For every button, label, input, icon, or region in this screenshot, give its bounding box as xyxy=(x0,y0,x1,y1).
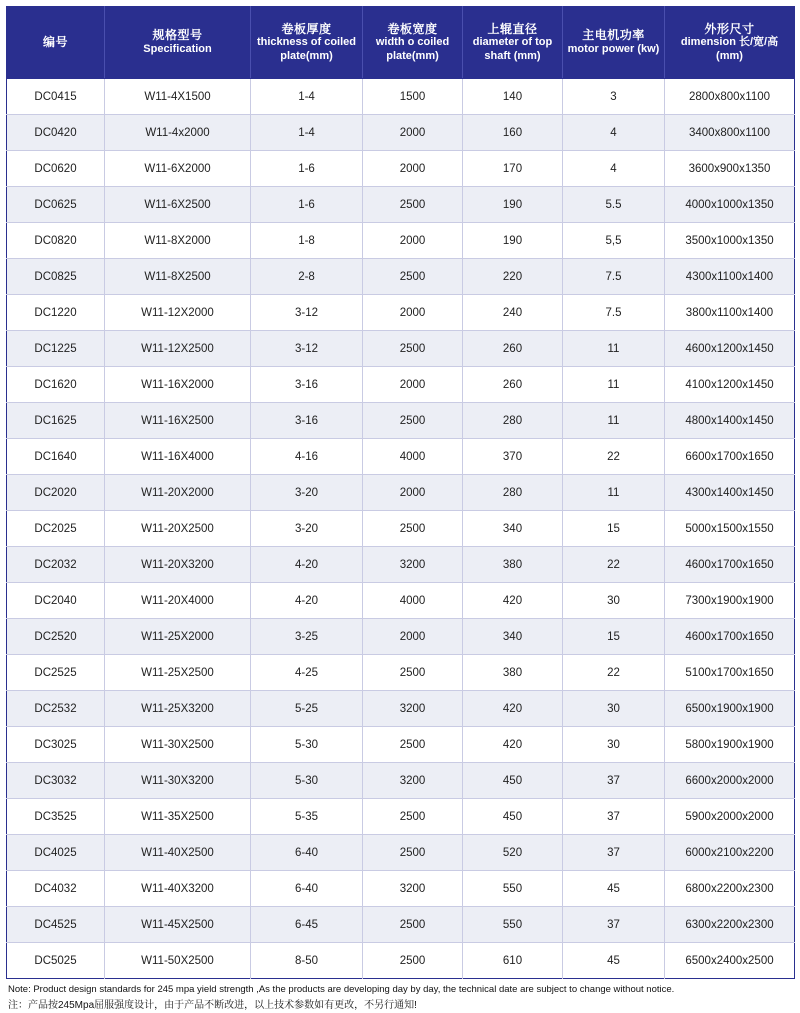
table-cell: 260 xyxy=(463,367,563,403)
table-cell: 5-35 xyxy=(251,799,363,835)
table-cell: W11-12X2500 xyxy=(105,331,251,367)
table-cell: 11 xyxy=(563,331,665,367)
table-cell: 4-20 xyxy=(251,583,363,619)
table-cell: 340 xyxy=(463,511,563,547)
table-cell: 11 xyxy=(563,475,665,511)
table-cell: 340 xyxy=(463,619,563,655)
table-cell: 190 xyxy=(463,223,563,259)
table-cell: 420 xyxy=(463,727,563,763)
table-cell: 8-50 xyxy=(251,943,363,979)
table-cell: W11-8X2500 xyxy=(105,259,251,295)
table-cell: W11-16X4000 xyxy=(105,439,251,475)
table-row xyxy=(7,727,795,763)
table-cell: DC3025 xyxy=(7,727,105,763)
table-cell: 370 xyxy=(463,439,563,475)
table-row xyxy=(7,871,795,907)
table-cell: 45 xyxy=(563,871,665,907)
table-cell: 3-12 xyxy=(251,331,363,367)
table-cell: W11-6X2500 xyxy=(105,187,251,223)
table-cell: W11-50X2500 xyxy=(105,943,251,979)
table-cell: 5900x2000x2000 xyxy=(665,799,795,835)
table-cell: 160 xyxy=(463,115,563,151)
table-cell: 6-45 xyxy=(251,907,363,943)
table-cell: 37 xyxy=(563,763,665,799)
column-header-thickness xyxy=(251,7,363,79)
table-cell: 280 xyxy=(463,403,563,439)
table-cell: 380 xyxy=(463,547,563,583)
table-row xyxy=(7,187,795,223)
table-cell: 4 xyxy=(563,115,665,151)
table-cell: W11-20X2000 xyxy=(105,475,251,511)
table-cell: 190 xyxy=(463,187,563,223)
table-cell: 420 xyxy=(463,691,563,727)
table-cell: 3-20 xyxy=(251,511,363,547)
table-cell: DC1225 xyxy=(7,331,105,367)
table-cell: 550 xyxy=(463,907,563,943)
table-row xyxy=(7,763,795,799)
table-cell: DC2032 xyxy=(7,547,105,583)
table-cell: DC0620 xyxy=(7,151,105,187)
column-header-specification-en: Specification xyxy=(143,43,212,56)
column-header-motor-power xyxy=(563,7,665,79)
table-cell: 22 xyxy=(563,655,665,691)
table-cell: 22 xyxy=(563,439,665,475)
table-row xyxy=(7,943,795,979)
table-row xyxy=(7,655,795,691)
table-cell: 6600x1700x1650 xyxy=(665,439,795,475)
column-header-motor-power-en: motor power (kw) xyxy=(567,43,660,56)
footnote-english: Note: Product design standards for 245 mpa yield strength ,As the products are developing day by day, the technical date are subject to change without notice. xyxy=(8,984,675,995)
column-header-specification-zh: 规格型号 xyxy=(152,28,203,43)
table-cell: 3-16 xyxy=(251,403,363,439)
table-cell: 5000x1500x1550 xyxy=(665,511,795,547)
table-cell: 1500 xyxy=(363,79,463,115)
table-cell: 2000 xyxy=(363,115,463,151)
table-row xyxy=(7,583,795,619)
table-cell: 4800x1400x1450 xyxy=(665,403,795,439)
table-row xyxy=(7,223,795,259)
column-header-dimension-zh: 外形尺寸 xyxy=(704,21,755,36)
table-row xyxy=(7,511,795,547)
table-cell: DC2020 xyxy=(7,475,105,511)
table-cell: 3800x1100x1400 xyxy=(665,295,795,331)
table-cell: 3200 xyxy=(363,763,463,799)
table-cell: DC1220 xyxy=(7,295,105,331)
table-cell: 7.5 xyxy=(563,259,665,295)
table-cell: 30 xyxy=(563,691,665,727)
table-cell: 30 xyxy=(563,727,665,763)
table-cell: 4 xyxy=(563,151,665,187)
table-row xyxy=(7,475,795,511)
table-cell: DC4525 xyxy=(7,907,105,943)
column-header-dimension xyxy=(665,7,795,79)
column-header-width xyxy=(363,7,463,79)
table-cell: 37 xyxy=(563,835,665,871)
table-cell: 450 xyxy=(463,799,563,835)
table-cell: 1-8 xyxy=(251,223,363,259)
table-cell: W11-30X3200 xyxy=(105,763,251,799)
table-cell: W11-30X2500 xyxy=(105,727,251,763)
table-cell: 45 xyxy=(563,943,665,979)
table-cell: 6500x1900x1900 xyxy=(665,691,795,727)
table-cell: 22 xyxy=(563,547,665,583)
table-cell: 3-25 xyxy=(251,619,363,655)
table-cell: 3600x900x1350 xyxy=(665,151,795,187)
table-cell: DC3525 xyxy=(7,799,105,835)
table-cell: 2500 xyxy=(363,727,463,763)
table-cell: W11-20X2500 xyxy=(105,511,251,547)
column-header-top-shaft-diameter-en: diameter of top shaft (mm) xyxy=(472,36,553,62)
table-cell: DC0625 xyxy=(7,187,105,223)
table-cell: 4100x1200x1450 xyxy=(665,367,795,403)
table-cell: 380 xyxy=(463,655,563,691)
table-header xyxy=(7,7,795,79)
specification-table xyxy=(6,6,795,979)
column-header-width-en: width o coiled plate(mm) xyxy=(375,36,450,62)
table-cell: 4-20 xyxy=(251,547,363,583)
table-cell: 37 xyxy=(563,907,665,943)
table-cell: 550 xyxy=(463,871,563,907)
footnotes xyxy=(6,984,794,1013)
table-cell: 5-30 xyxy=(251,763,363,799)
table-cell: 6800x2200x2300 xyxy=(665,871,795,907)
table-cell: DC4025 xyxy=(7,835,105,871)
table-cell: 2000 xyxy=(363,223,463,259)
table-cell: W11-45X2500 xyxy=(105,907,251,943)
table-cell: W11-16X2000 xyxy=(105,367,251,403)
table-cell: 2000 xyxy=(363,475,463,511)
table-cell: 3500x1000x1350 xyxy=(665,223,795,259)
column-header-dimension-en: dimension 长/宽/高 (mm) xyxy=(680,36,779,62)
table-cell: 610 xyxy=(463,943,563,979)
table-cell: W11-12X2000 xyxy=(105,295,251,331)
table-cell: 3-20 xyxy=(251,475,363,511)
table-cell: 4300x1400x1450 xyxy=(665,475,795,511)
table-cell: 6000x2100x2200 xyxy=(665,835,795,871)
table-cell: 420 xyxy=(463,583,563,619)
table-cell: 1-6 xyxy=(251,187,363,223)
table-cell: 11 xyxy=(563,403,665,439)
table-row xyxy=(7,151,795,187)
table-cell: 4600x1700x1650 xyxy=(665,619,795,655)
table-cell: 170 xyxy=(463,151,563,187)
table-cell: W11-25X2500 xyxy=(105,655,251,691)
table-cell: 2500 xyxy=(363,331,463,367)
table-cell: 220 xyxy=(463,259,563,295)
table-cell: 5800x1900x1900 xyxy=(665,727,795,763)
table-cell: DC2532 xyxy=(7,691,105,727)
table-cell: 2000 xyxy=(363,295,463,331)
table-cell: 140 xyxy=(463,79,563,115)
table-cell: 11 xyxy=(563,367,665,403)
table-cell: 3200 xyxy=(363,547,463,583)
table-cell: 3200 xyxy=(363,691,463,727)
table-cell: 3-12 xyxy=(251,295,363,331)
table-cell: 30 xyxy=(563,583,665,619)
column-header-model-no xyxy=(7,7,105,79)
table-cell: W11-6X2000 xyxy=(105,151,251,187)
table-cell: 3400x800x1100 xyxy=(665,115,795,151)
footnote-chinese: 注：产品按245Mpa屈服强度设计，由于产品不断改进，以上技术参数如有更改，不另行通知! xyxy=(8,999,417,1011)
table-cell: 4600x1200x1450 xyxy=(665,331,795,367)
table-cell: 520 xyxy=(463,835,563,871)
table-cell: 2000 xyxy=(363,619,463,655)
table-cell: 4000x1000x1350 xyxy=(665,187,795,223)
table-cell: 260 xyxy=(463,331,563,367)
table-row xyxy=(7,547,795,583)
table-row xyxy=(7,79,795,115)
table-row xyxy=(7,835,795,871)
table-body xyxy=(7,79,795,979)
table-cell: 2500 xyxy=(363,259,463,295)
table-row xyxy=(7,799,795,835)
table-row xyxy=(7,403,795,439)
table-cell: 4300x1100x1400 xyxy=(665,259,795,295)
table-cell: DC1620 xyxy=(7,367,105,403)
table-cell: 3-16 xyxy=(251,367,363,403)
table-cell: 6600x2000x2000 xyxy=(665,763,795,799)
table-cell: W11-20X4000 xyxy=(105,583,251,619)
table-cell: W11-40X2500 xyxy=(105,835,251,871)
table-cell: 4600x1700x1650 xyxy=(665,547,795,583)
table-cell: 2500 xyxy=(363,799,463,835)
table-cell: DC1625 xyxy=(7,403,105,439)
table-row xyxy=(7,907,795,943)
table-cell: DC2525 xyxy=(7,655,105,691)
column-header-motor-power-zh: 主电机功率 xyxy=(582,28,645,43)
table-row xyxy=(7,691,795,727)
table-cell: W11-4X1500 xyxy=(105,79,251,115)
column-header-model-no-zh: 编号 xyxy=(42,35,68,50)
table-cell: 240 xyxy=(463,295,563,331)
table-cell: DC1640 xyxy=(7,439,105,475)
table-cell: 2-8 xyxy=(251,259,363,295)
table-cell: 4000 xyxy=(363,439,463,475)
table-cell: 6500x2400x2500 xyxy=(665,943,795,979)
table-cell: 5,5 xyxy=(563,223,665,259)
column-header-thickness-en: thickness of coiled plate(mm) xyxy=(256,36,357,62)
table-cell: 15 xyxy=(563,619,665,655)
table-cell: DC2520 xyxy=(7,619,105,655)
table-cell: 5.5 xyxy=(563,187,665,223)
table-cell: W11-40X3200 xyxy=(105,871,251,907)
table-cell: 15 xyxy=(563,511,665,547)
table-cell: DC4032 xyxy=(7,871,105,907)
table-row xyxy=(7,259,795,295)
column-header-specification xyxy=(105,7,251,79)
table-cell: 5-30 xyxy=(251,727,363,763)
table-cell: 4-16 xyxy=(251,439,363,475)
table-cell: W11-25X2000 xyxy=(105,619,251,655)
table-cell: DC3032 xyxy=(7,763,105,799)
table-cell: DC2040 xyxy=(7,583,105,619)
table-cell: W11-4x2000 xyxy=(105,115,251,151)
table-cell: DC5025 xyxy=(7,943,105,979)
table-cell: 5100x1700x1650 xyxy=(665,655,795,691)
table-cell: 2000 xyxy=(363,151,463,187)
table-cell: 280 xyxy=(463,475,563,511)
table-cell: 6-40 xyxy=(251,871,363,907)
table-cell: 1-6 xyxy=(251,151,363,187)
table-cell: 4000 xyxy=(363,583,463,619)
table-cell: 2500 xyxy=(363,187,463,223)
table-row xyxy=(7,367,795,403)
table-row xyxy=(7,619,795,655)
table-cell: 1-4 xyxy=(251,79,363,115)
column-header-top-shaft-diameter xyxy=(463,7,563,79)
table-cell: 1-4 xyxy=(251,115,363,151)
table-cell: 4-25 xyxy=(251,655,363,691)
table-header-row xyxy=(7,7,795,79)
table-cell: DC0415 xyxy=(7,79,105,115)
table-row xyxy=(7,331,795,367)
table-cell: 2000 xyxy=(363,367,463,403)
column-header-thickness-zh: 卷板厚度 xyxy=(281,21,332,36)
table-row xyxy=(7,439,795,475)
table-cell: 2500 xyxy=(363,403,463,439)
table-cell: DC2025 xyxy=(7,511,105,547)
table-cell: W11-8X2000 xyxy=(105,223,251,259)
table-cell: W11-25X3200 xyxy=(105,691,251,727)
table-cell: 2500 xyxy=(363,943,463,979)
table-row xyxy=(7,115,795,151)
table-cell: DC0820 xyxy=(7,223,105,259)
table-cell: 2500 xyxy=(363,835,463,871)
table-cell: DC0420 xyxy=(7,115,105,151)
column-header-top-shaft-diameter-zh: 上辊直径 xyxy=(487,21,538,36)
table-cell: 3 xyxy=(563,79,665,115)
table-cell: 2800x800x1100 xyxy=(665,79,795,115)
table-cell: DC0825 xyxy=(7,259,105,295)
table-cell: 37 xyxy=(563,799,665,835)
table-cell: 2500 xyxy=(363,655,463,691)
table-cell: W11-16X2500 xyxy=(105,403,251,439)
table-cell: 7.5 xyxy=(563,295,665,331)
table-cell: W11-20X3200 xyxy=(105,547,251,583)
table-cell: 2500 xyxy=(363,511,463,547)
table-cell: 3200 xyxy=(363,871,463,907)
table-cell: W11-35X2500 xyxy=(105,799,251,835)
table-cell: 450 xyxy=(463,763,563,799)
table-cell: 2500 xyxy=(363,907,463,943)
table-cell: 6300x2200x2300 xyxy=(665,907,795,943)
table-row xyxy=(7,295,795,331)
table-cell: 5-25 xyxy=(251,691,363,727)
column-header-width-zh: 卷板宽度 xyxy=(387,21,438,36)
table-cell: 7300x1900x1900 xyxy=(665,583,795,619)
table-cell: 6-40 xyxy=(251,835,363,871)
